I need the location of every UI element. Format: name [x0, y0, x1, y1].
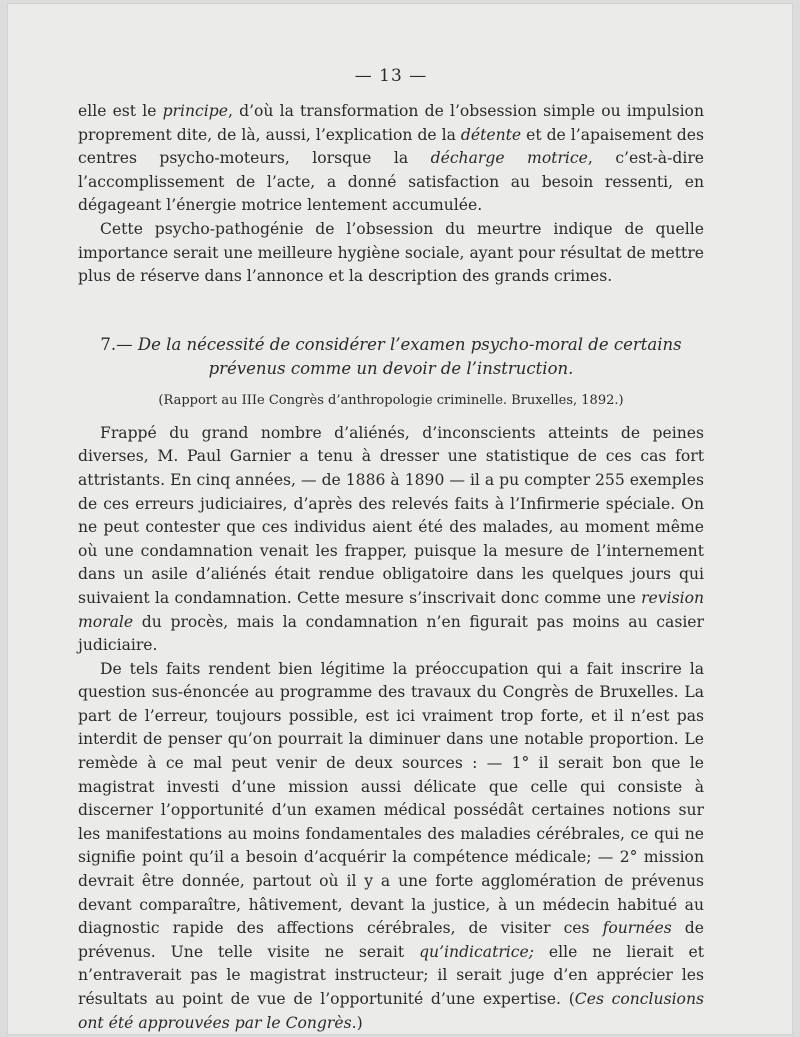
section-number: 7.—: [100, 334, 138, 354]
paragraph-4: De tels faits rendent bien légitime la préoccupation qui a fait inscrire la question sus-énoncée au programme des travaux du Congrès de Bruxelles. La part de l’erreur, toujours possible, est ici vraiment trop forte, et il n’est pas interdit de penser qu’on pourrait la diminuer dans une notable proportion. Le remède à ce mal peut venir de deux sources : — 1° il serait bon que le magistrat investi d’une mission aussi délicate que celle qui consiste à discerner l’opportunité d’un examen médical possédât certaines notions sur les manifestations au moins fondamentales des maladies cérébrales, ce qui ne signifie point qu’il a besoin d’acquérir la compétence médicale; — 2° mission devrait être donnée, partout où il y a une forte agglomération de prévenus devant comparaître, hâtivement, devant la justice, à un médecin habitué au diagnostic rapide des affections cérébrales, de visiter ces fournées de prévenus. Une telle visite ne serait qu’indicatrice; elle ne lierait et n’entraverait pas le magistrat instructeur; il serait juge d’en apprécier les résultats au point de vue de l’opportunité d’une expertise. (Ces conclusions ont été approuvées par le Congrès.): [78, 659, 705, 1032]
paragraph-1: elle est le principe, d’où la transformation de l’obsession simple ou impulsion proprement dite, de là, aussi, l’explication de la détente et de l’apaisement des centres psycho-moteurs, lorsque la décharge motrice, c’est-à-dire l’accomplissement de l’acte, a donné satisfaction au besoin ressenti, en dégageant l’énergie motrice lentement accumulée.: [78, 102, 705, 215]
section-title: De la nécessité de considérer l’examen psycho-moral de certains prévenus comme un devoir de l’instruction.: [137, 334, 682, 378]
section-reference: (Rapport au IIIe Congrès d’anthropologie criminelle. Bruxelles, 1892.): [158, 392, 624, 408]
paragraph-3: Frappé du grand nombre d’aliénés, d’inconscients atteints de peines diverses, M. Paul Garnier a tenu à dresser une statistique de ces cas fort attristants. En cinq années, — de 1886 à 1890 — il a pu compter 255 exemples de ces erreurs judiciaires, d’après des relevés faits à l’Infirmerie spéciale. On ne peut contester que ces individus aient été des malades, au moment même où une condamnation venait les frapper, puisque la mesure de l’internement dans un asile d’aliénés était rendue obligatoire dans les quelques jours qui suivaient la condamnation. Cette mesure s’inscrivait donc comme une revision morale du procès, mais la condamnation n’en figurait pas moins au casier judiciaire.: [78, 423, 704, 655]
page-number: — 13 —: [354, 66, 428, 86]
section-heading: [78, 333, 704, 381]
page-content: [78, 66, 704, 1035]
scanned-page: [8, 4, 792, 1034]
paragraph-2: Cette psycho-pathogénie de l’obsession du meurtre indique de quelle importance serait une meilleure hygiène sociale, ayant pour résultat de mettre plus de réserve dans l’annonce et la description des grands crimes.: [78, 219, 704, 286]
